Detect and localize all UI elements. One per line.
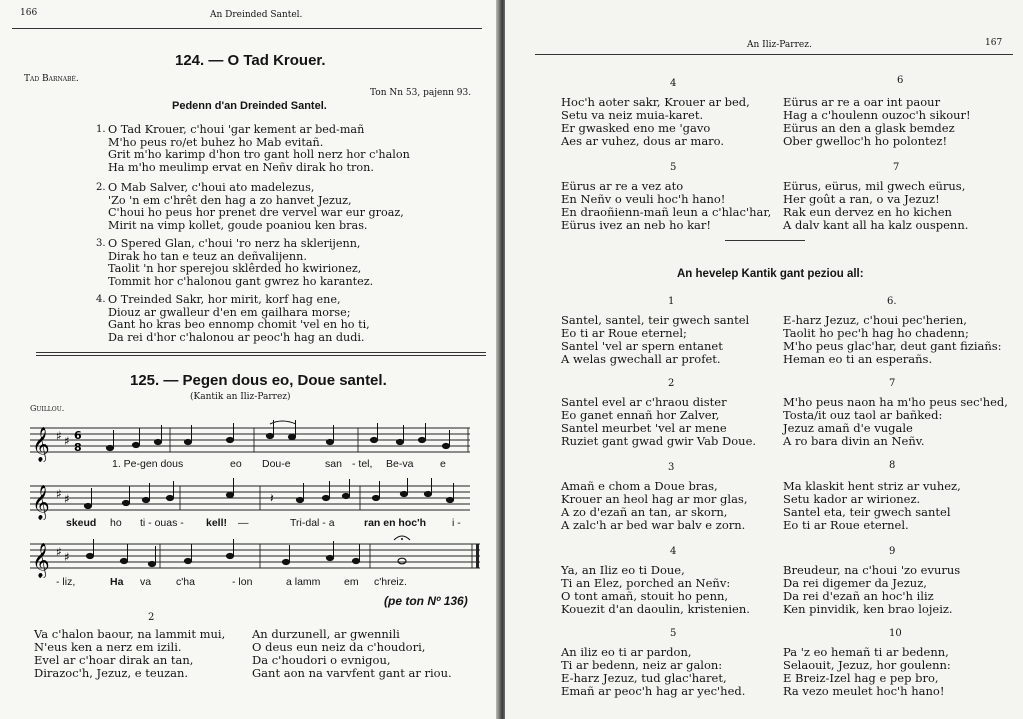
music-lyric: - lon xyxy=(232,576,253,588)
music-lyric: va xyxy=(140,576,152,588)
stanza-number: 7 xyxy=(889,378,896,389)
stanza-number: 4 xyxy=(670,78,677,89)
hymn-125-tune-ref: (pe ton Nº 136) xyxy=(384,594,468,608)
running-head-left: An Dreinded Santel. xyxy=(210,10,303,20)
music-lyric: c'hreiz. xyxy=(374,576,407,588)
right-stanza-3: Amañ e chom a Doue bras, Krouer an heol hag ar mor glas, A zo d'ezañ an tan, ar skorn, A zalc'h ar bed war balv e zorn. xyxy=(561,479,748,532)
right-stanza-7: M'ho peus naon ha m'ho peus sec'hed, Tosta/it ouz taol ar bañked: Jezuz amañ d'e vugale A ro bara divin an Neñv. xyxy=(783,395,1008,448)
svg-text:♯: ♯ xyxy=(64,492,70,506)
right-top-stanza-5: Eürus ar re a vez ato En Neñv o veuli hoc'h hano! En draoñienn-mañ leun a c'hlac'har, Eürus ivez an neb ho kar! xyxy=(561,179,772,232)
svg-text:8: 8 xyxy=(74,441,82,454)
svg-text:𝄞: 𝄞 xyxy=(32,427,50,462)
music-lyric: ti - ouas - xyxy=(140,517,184,529)
short-divider xyxy=(725,240,805,241)
right-stanza-8: Ma klaskit hent striz ar vuhez, Setu kador ar wirionez. Santel eta, teir gwech santel Eo ti ar Roue eternel. xyxy=(783,479,961,532)
music-lyric: san xyxy=(325,458,342,470)
right-top-stanza-7: Eürus, eürus, mil gwech eürus, Her goût a ran, o va Jezuz! Rak eun dervez en ho kichen A dalv kant all ha kalz ouspenn. xyxy=(783,179,969,232)
stanza-number: 6 xyxy=(897,75,904,86)
svg-text:♯: ♯ xyxy=(64,434,70,448)
music-lyric: Tri-dal - a xyxy=(290,517,335,529)
stanza-number: 6. xyxy=(887,296,897,307)
right-stanza-5: An iliz eo ti ar pardon, Ti ar bedenn, neiz ar galon: E-harz Jezuz, tud glac'haret, Emañ ar peoc'h hag ar yec'hed. xyxy=(561,645,746,698)
stanza-number: 10 xyxy=(889,628,902,639)
stanza-number: 8 xyxy=(889,460,896,471)
music-lyric: - tel, xyxy=(352,458,373,470)
stanza-number: 1 xyxy=(668,296,675,307)
music-lyric: e xyxy=(440,458,446,470)
stanza-number: 9 xyxy=(889,546,896,557)
stanza-number: 4 xyxy=(670,546,677,557)
right-stanza-1: Santel, santel, teir gwech santel Eo ti ar Roue eternel; Santel 'vel ar spern entanet A welas gwechall ar profet. xyxy=(561,313,750,366)
music-lyric: Ha xyxy=(110,576,124,588)
hymn-124-stanza-4: 4. O Treinded Sakr, hor mirit, korf hag ene, Diouz ar gwalleur d'en em gailhara morse; Gant ho kras beo ennomp chomit 'vel en ho ti, Da rei d'hor c'halonou ar peoc'h hag an dudi. xyxy=(96,293,370,344)
svg-text:𝄞: 𝄞 xyxy=(32,543,50,578)
music-lyric: ho xyxy=(110,517,122,529)
right-top-stanza-4: Hoc'h aoter sakr, Krouer ar bed, Setu va neiz muia-karet. Er gwasked eno me 'gavo Aes ar vuhez, dous ar maro. xyxy=(561,95,750,148)
music-lyric: a lamm xyxy=(286,576,321,588)
right-stanza-9: Breudeur, na c'houi 'zo evurus Da rei digemer da Jezuz, Da rei d'ezañ an hoc'h iliz Ken pinvidik, ken brao lojeiz. xyxy=(783,563,961,616)
hymn-125-title: 125. — Pegen dous eo, Doue santel. xyxy=(130,372,387,389)
stanza-number: 2 xyxy=(668,378,675,389)
music-lyrics-1: 1. Pe-gen dous xyxy=(112,458,184,470)
music-lyric: Be-va xyxy=(386,458,414,470)
svg-text:♯: ♯ xyxy=(56,429,62,443)
hymn-124-stanza-1: 1. O Tad Krouer, c'houi 'gar kement ar bed-mañ M'ho peus ro/et buhez ho Mab evitañ. Grit m'ho karimp d'hon tro gant holl nerz hor c'halon Ha m'ho meulimp ervat en Neñv dirak ho tron. xyxy=(96,123,410,174)
music-lyric: Dou-e xyxy=(262,458,291,470)
music-lyric: eo xyxy=(230,458,242,470)
hymn-125-subtitle: (Kantik an Iliz-Parrez) xyxy=(190,392,291,402)
hymn-125-composer: Guillou. xyxy=(30,404,65,413)
running-head-right: An Iliz-Parrez. xyxy=(747,40,812,50)
music-lyric: kell! xyxy=(206,517,228,529)
section-title: An hevelep Kantik gant peziou all: xyxy=(677,268,864,280)
svg-text:6: 6 xyxy=(74,429,82,442)
music-lyric: skeud xyxy=(66,517,97,529)
hymn-124-stanza-3: 3. O Spered Glan, c'houi 'ro nerz ha sklerijenn, Dirak ho tan e teuz an deñvalijenn. Taolit 'n hor sperejou sklêrded ho kwirionez, Tommit hor c'halonou gant gwrez ho karantez. xyxy=(96,237,374,288)
hymn-125-stanza-2-right: An durzunell, ar gwennili O deus eun neiz da c'houdori, Da c'houdori o evnigou, Gant aon na varvfent gant ar riou. xyxy=(252,627,452,680)
stanza-number: 7 xyxy=(893,162,900,173)
right-top-stanza-6: Eürus ar re a oar int paour Hag a c'houlenn ouzoc'h sikour! Eürus an den a glask bemdez Ober gwelloc'h ho polontez! xyxy=(783,95,971,148)
section-divider xyxy=(36,352,486,353)
hymn-124-subtitle: Pedenn d'an Dreinded Santel. xyxy=(172,100,327,112)
hymn-124-title: 124. — O Tad Krouer. xyxy=(175,52,326,69)
music-staff-1 xyxy=(30,418,470,462)
right-page xyxy=(505,0,1023,719)
stanza-number: 3 xyxy=(668,462,675,473)
music-staff-3 xyxy=(30,534,480,578)
stanza-number: 5 xyxy=(670,628,677,639)
hymn-124-composer: Tad Barnabé. xyxy=(24,74,79,84)
music-lyric: c'ha xyxy=(176,576,195,588)
svg-text:♯: ♯ xyxy=(56,487,62,501)
svg-text:𝄞: 𝄞 xyxy=(32,485,50,520)
music-lyric: - liz, xyxy=(56,576,76,588)
right-stanza-4: Ya, an Iliz eo ti Doue, Ti an Elez, porched an Neñv: O tont amañ, stouit ho penn, Kouezit d'an daoulin, kristenien. xyxy=(561,563,750,616)
left-page xyxy=(0,0,500,719)
hymn-125-stanza-2-left: Va c'halon baour, na lammit mui, N'eus ken a nerz em izili. Evel ar c'hoar dirak an tan, Dirazoc'h, Jezuz, e teuzan. xyxy=(34,627,226,680)
hymn-124-stanza-2: 2. O Mab Salver, c'houi ato madelezus, 'Zo 'n em c'hrêt den hag a zo hanvet Jezuz, C'houi ho peus hor prenet dre vervel war eur groaz, Mirit na vimp kollet, goude poaniou ken bras. xyxy=(96,181,404,232)
music-staff-2 xyxy=(30,476,470,520)
svg-text:𝄽: 𝄽 xyxy=(270,491,274,505)
stanza-number: 5 xyxy=(670,162,677,173)
music-lyric: i - xyxy=(452,517,461,529)
music-lyric: — xyxy=(238,517,249,529)
page-number-left: 166 xyxy=(20,8,38,18)
right-stanza-2: Santel evel ar c'hraou dister Eo ganet ennañ hor Zalver, Santel meurbet 'vel ar mene Ruziet gant gwad gwir Vab Doue. xyxy=(561,395,757,448)
svg-text:♯: ♯ xyxy=(56,545,62,559)
right-stanza-10: Pa 'z eo hemañ ti ar bedenn, Selaouit, Jezuz, hor goulenn: E Breiz-Izel hag e pep bro, Ra vezo meulet hoc'h hano! xyxy=(783,645,951,698)
svg-text:♯: ♯ xyxy=(64,550,70,564)
music-lyric: ran en hoc'h xyxy=(364,517,427,529)
right-stanza-6: E-harz Jezuz, c'houi pec'herien, Taolit ho pec'h hag ho chadenn; M'ho peus glac'har, deut gant fiziañs: Heman eo ti an esperañs. xyxy=(783,313,1002,366)
music-lyric: em xyxy=(344,576,359,588)
page-number-right: 167 xyxy=(985,38,1003,48)
stanza-2-number: 2 xyxy=(148,612,155,623)
hymn-124-tune-ref: Ton Nn 53, pajenn 93. xyxy=(370,88,472,98)
